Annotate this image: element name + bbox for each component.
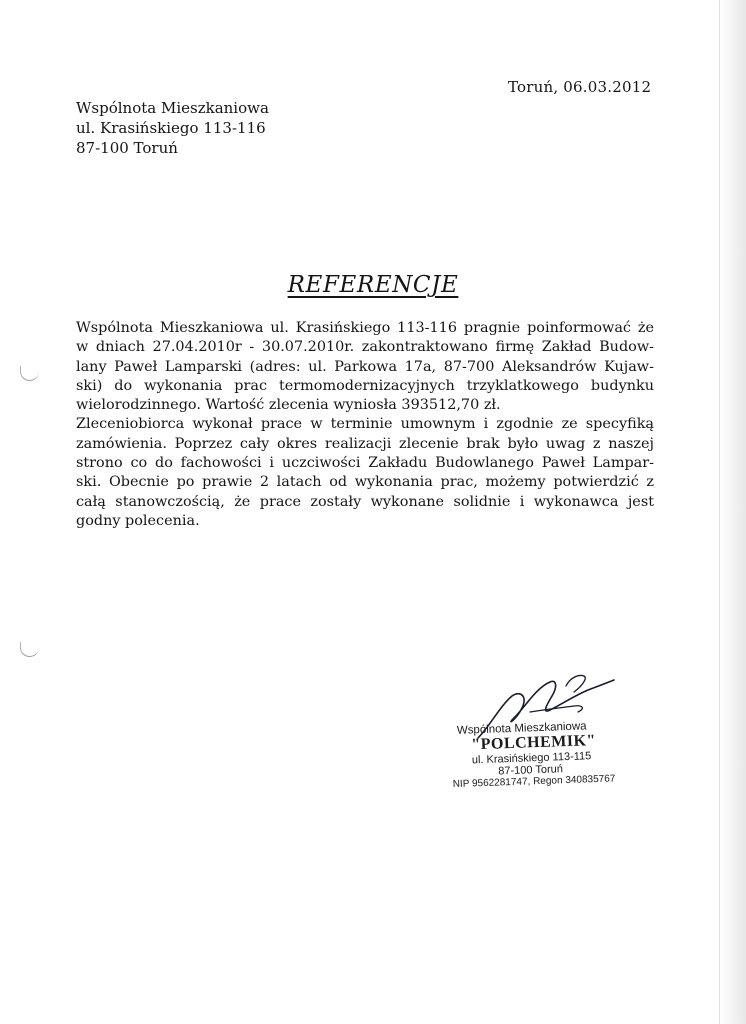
body-line: Wspólnota Mieszkaniowa ul. Krasińskiego 113-116 pragnie poinformować że	[76, 320, 654, 336]
body-line: zamówienia. Poprzez cały okres realizacji zlecenie brak było uwag z naszej	[76, 435, 654, 452]
letter-body	[76, 319, 654, 531]
stamp-line: ul. Krasińskiego 113-115	[471, 750, 592, 767]
body-line: Zleceniobiorca wykonał prace w terminie umownym i zgodnie ze specyfiką	[76, 416, 654, 433]
letter-date: Toruń, 06.03.2012	[508, 78, 652, 96]
sender-address	[76, 98, 269, 158]
body-line: ski. Obecnie po prawie 2 latach od wykonania prac, możemy potwierdzić z	[76, 474, 654, 491]
sender-line: ul. Krasińskiego 113-116	[76, 119, 266, 137]
sender-line: 87-100 Toruń	[76, 139, 178, 157]
document-title: REFERENCJE	[287, 272, 459, 298]
page-fold-line	[719, 0, 720, 1024]
body-line: wielorodzinnego. Wartość zlecenia wyniosła 393512,70 zł.	[76, 397, 501, 414]
stamp-line: Wspólnota Mieszkaniowa	[456, 720, 587, 737]
stamp-line: NIP 9562281747, Regon 340835767	[452, 773, 616, 791]
body-line: lany Paweł Lamparski (adres: ul. Parkowa 17a, 87-700 Aleksandrów Kujaw-	[76, 358, 654, 375]
stamp-name: "POLCHEMIK"	[471, 732, 597, 754]
body-line: w dniach 27.04.2010r - 30.07.2010r. zakontraktowano firmę Zakład Budow-	[76, 339, 654, 356]
punch-hole-mark	[20, 642, 39, 657]
stamp-line: 87-100 Toruń	[498, 763, 564, 778]
body-line: strono co do fachowości i uczciwości Zakładu Budowlanego Paweł Lampar-	[76, 455, 654, 472]
handwritten-signature	[470, 666, 620, 746]
body-line: godny polecenia.	[76, 512, 200, 529]
body-line: całą stanowczością, że prace zostały wykonane solidnie i wykonawca jest	[76, 493, 654, 510]
punch-hole-mark	[20, 366, 39, 381]
body-line: ski) do wykonania prac termomodernizacyjnych trzyklatkowego budynku	[76, 377, 654, 394]
sender-line: Wspólnota Mieszkaniowa	[76, 99, 269, 117]
page-edge	[718, 0, 746, 1024]
